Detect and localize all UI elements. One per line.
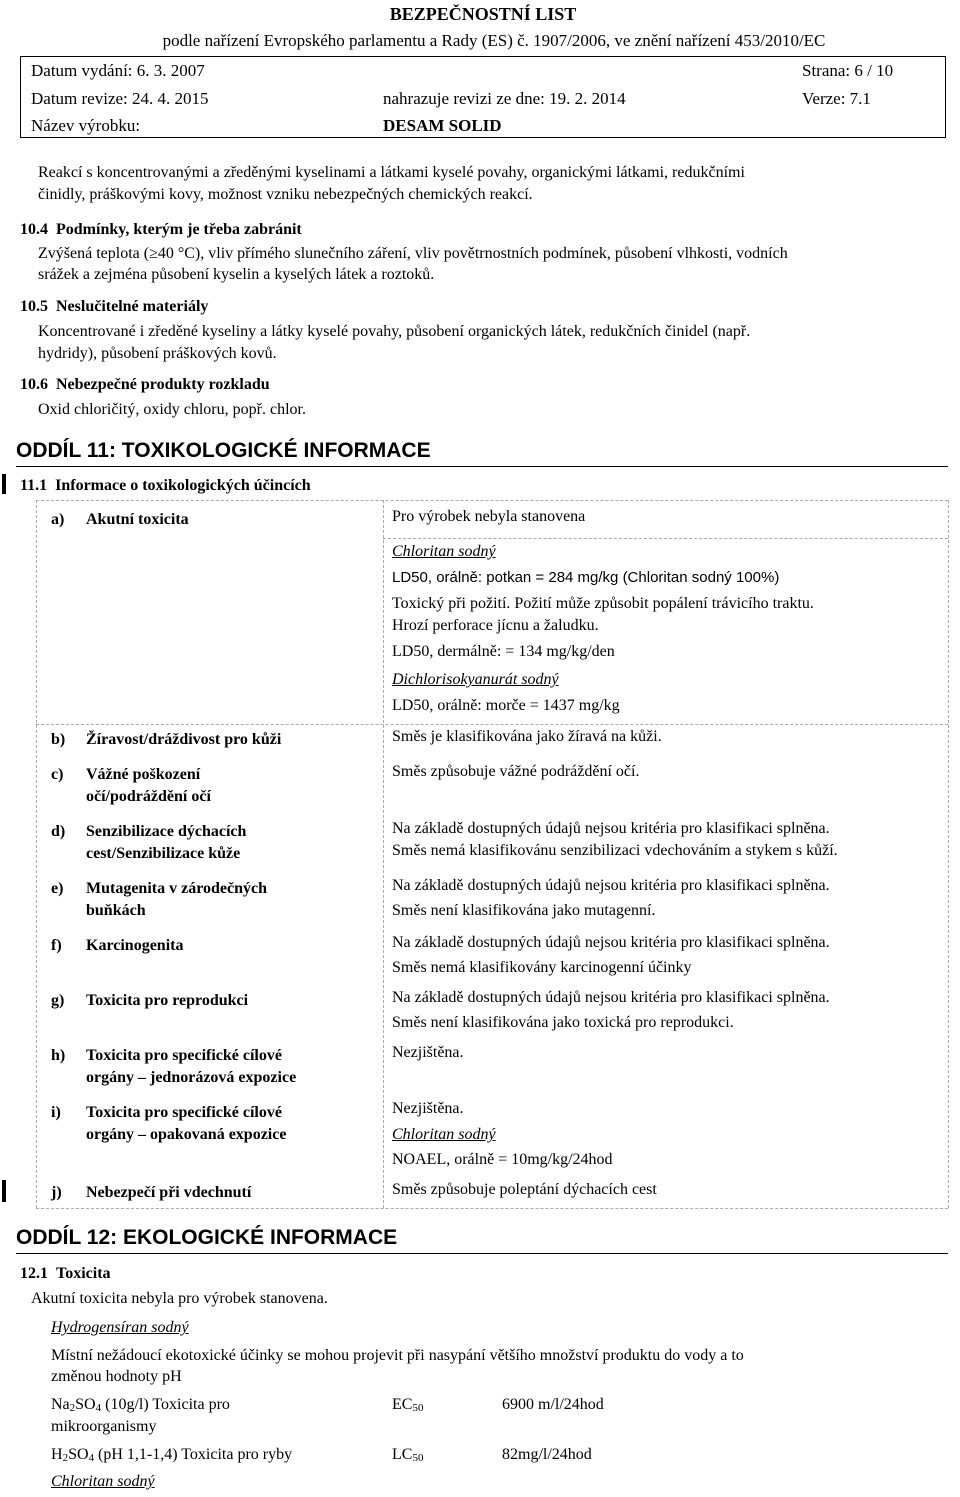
row-text: NOAEL, orálně = 10mg/kg/24hod: [392, 1151, 613, 1168]
section-rule: [16, 466, 948, 467]
row-text: Pro výrobek nebyla stanovena: [392, 508, 586, 525]
heading-text: Neslučitelné materiály: [56, 298, 209, 315]
paragraph-line: změnou hodnoty pH: [51, 1368, 182, 1385]
paragraph-line: Místní nežádoucí ekotoxické účinky se mohou projevit při nasypání většího množství produktu do vody a to: [51, 1347, 744, 1364]
table-border-right: [948, 500, 949, 1208]
paragraph-line: hydridy), působení práškových kovů.: [38, 345, 277, 362]
row-text: Směs nemá klasifikovánu senzibilizaci vdechováním a stykem s kůží.: [392, 842, 838, 859]
revision-date: Datum revize: 24. 4. 2015: [31, 89, 209, 108]
row-label: Mutagenita v zárodečných: [86, 880, 268, 897]
row-label: Toxicita pro specifické cílové: [86, 1047, 282, 1064]
row-text: Na základě dostupných údajů nejsou kritéria pro klasifikaci splněna.: [392, 934, 830, 951]
row-text: Na základě dostupných údajů nejsou kritéria pro klasifikaci splněna.: [392, 989, 830, 1006]
issue-date: Datum vydání: 6. 3. 2007: [31, 61, 205, 80]
row-letter: j): [51, 1184, 62, 1201]
heading-10-6: [20, 376, 270, 394]
replaces-revision: nahrazuje revizi ze dne: 19. 2. 2014: [383, 89, 626, 108]
substance-name: Chloritan sodný: [51, 1473, 155, 1490]
heading-text: Informace o toxikologických účincích: [55, 477, 311, 494]
row-letter: i): [51, 1104, 61, 1121]
substance-name: Hydrogensíran sodný: [51, 1319, 189, 1336]
heading-10-5: [20, 298, 208, 316]
row-text: Směs způsobuje vážné podráždění očí.: [392, 763, 640, 780]
section-11-title: ODDÍL 11: TOXIKOLOGICKÉ INFORMACE: [16, 439, 431, 462]
heading-number: 12.1: [20, 1265, 48, 1282]
table-row-separator: [383, 538, 948, 539]
document-title: BEZPEČNOSTNÍ LIST: [389, 4, 577, 24]
substance-name: Chloritan sodný: [392, 543, 496, 560]
change-bar: [2, 1180, 6, 1202]
product-name: DESAM SOLID: [383, 116, 502, 135]
heading-10-4: [20, 221, 302, 239]
row-letter: e): [51, 880, 64, 897]
row-letter: f): [51, 937, 62, 954]
row-label: buňkách: [86, 902, 146, 919]
heading-text: Toxicita: [56, 1265, 111, 1282]
row-letter: a): [51, 511, 65, 528]
paragraph-line: Oxid chloričitý, oxidy chloru, popř. chlor.: [38, 401, 306, 418]
row-letter: d): [51, 823, 66, 840]
paragraph-line: srážek a zejména působení kyselin a kyselých látek a roztoků.: [38, 266, 435, 283]
row-text: LD50, orálně: morče = 1437 mg/kg: [392, 697, 620, 714]
eco-row-label: mikroorganismy: [51, 1418, 157, 1435]
row-text: Směs způsobuje poleptání dýchacích cest: [392, 1181, 657, 1198]
version: Verze: 7.1: [802, 89, 871, 108]
row-text: Směs nemá klasifikovány karcinogenní účinky: [392, 959, 692, 976]
page-number: Strana: 6 / 10: [802, 61, 894, 80]
row-letter: g): [51, 992, 65, 1009]
row-label: orgány – jednorázová expozice: [86, 1069, 297, 1086]
table-border-top: [36, 500, 948, 501]
intro-line: činidly, práškovými kovy, možnost vzniku nebezpečných chemických reakcí.: [38, 186, 533, 203]
paragraph-line: Zvýšená teplota (≥40 °C), vliv přímého slunečního záření, vliv povětrnostních podmínek, působení vlhkosti, vodních: [38, 245, 788, 262]
row-text: Směs je klasifikována jako žíravá na kůži.: [392, 728, 662, 745]
table-border-mid: [383, 500, 384, 1208]
eco-row-metric: $LC_{50}$: [392, 1446, 424, 1464]
paragraph-line: Akutní toxicita nebyla pro výrobek stanovena.: [31, 1290, 328, 1307]
row-label: Senzibilizace dýchacích: [86, 823, 247, 840]
table-row-separator: [36, 724, 948, 725]
row-letter: b): [51, 731, 66, 748]
row-text: Směs není klasifikována jako mutagenní.: [392, 902, 656, 919]
row-label: Žíravost/dráždivost pro kůži: [86, 731, 282, 748]
row-text: Nezjištěna.: [392, 1100, 464, 1117]
paragraph-line: Koncentrované i zředěné kyseliny a látky kyselé povahy, působení organických látek, redukčních činidel (např.: [38, 323, 751, 340]
section-12-title: ODDÍL 12: EKOLOGICKÉ INFORMACE: [16, 1226, 398, 1249]
row-letter: c): [51, 766, 64, 783]
heading-text: Nebezpečné produkty rozkladu: [56, 376, 270, 393]
row-text: Hrozí perforace jícnu a žaludku.: [392, 617, 599, 634]
eco-row-value: 82mg/l/24hod: [502, 1446, 592, 1463]
heading-text: Podmínky, kterým je třeba zabránit: [56, 221, 302, 238]
row-text: LD50, dermálně: = 134 mg/kg/den: [392, 643, 615, 660]
row-letter: h): [51, 1047, 66, 1064]
row-text: Směs není klasifikována jako toxická pro reprodukci.: [392, 1014, 734, 1031]
substance-name: Chloritan sodný: [392, 1126, 496, 1143]
heading-number: 11.1: [20, 477, 48, 494]
row-text: Na základě dostupných údajů nejsou kritéria pro klasifikaci splněna.: [392, 877, 830, 894]
row-label: Toxicita pro specifické cílové: [86, 1104, 282, 1121]
row-text: Na základě dostupných údajů nejsou kritéria pro klasifikaci splněna.: [392, 820, 830, 837]
substance-name: Dichlorisokyanurát sodný: [392, 671, 559, 688]
intro-line: Reakcí s koncentrovanými a zředěnými kyselinami a látkami kyselé povahy, organickými látkami, redukčními: [38, 164, 745, 181]
row-label: očí/podráždění očí: [86, 788, 211, 805]
row-label: Nebezpečí při vdechnutí: [86, 1184, 252, 1201]
heading-number: 10.6: [20, 376, 48, 393]
subheading-12-1: [20, 1265, 111, 1283]
eco-row-label: $Na_2SO_4$ (10g/l) Toxicita pro: [51, 1396, 230, 1414]
product-label: Název výrobku:: [31, 116, 141, 135]
eco-row-value: 6900 m/l/24hod: [502, 1396, 604, 1413]
section-rule: [16, 1253, 948, 1254]
table-border-bottom: [36, 1208, 948, 1209]
subheading-11-1: [20, 477, 311, 495]
row-label: cest/Senzibilizace kůže: [86, 845, 241, 862]
document-subtitle: podle nařízení Evropského parlamentu a Rady (ES) č. 1907/2006, ve znění nařízení 453/2010/EC: [162, 31, 826, 50]
eco-row-label: $H_2SO_4$ (pH 1,1-1,4) Toxicita pro ryby: [51, 1446, 293, 1464]
row-label: Toxicita pro reprodukci: [86, 992, 249, 1009]
row-label: orgány – opakovaná expozice: [86, 1126, 287, 1143]
row-text: Toxický při požití. Požití může způsobit popálení trávicího traktu.: [392, 595, 814, 612]
heading-number: 10.4: [20, 221, 48, 238]
row-label: Vážné poškození: [86, 766, 201, 783]
row-text: LD50, orálně: potkan = 284 mg/kg (Chloritan sodný 100%): [392, 569, 780, 586]
row-text: Nezjištěna.: [392, 1044, 464, 1061]
heading-number: 10.5: [20, 298, 48, 315]
change-bar: [2, 474, 6, 494]
table-border-left: [36, 500, 37, 1208]
row-label: Akutní toxicita: [86, 511, 189, 528]
row-label: Karcinogenita: [86, 937, 184, 954]
eco-row-metric: $EC_{50}$: [392, 1396, 424, 1414]
